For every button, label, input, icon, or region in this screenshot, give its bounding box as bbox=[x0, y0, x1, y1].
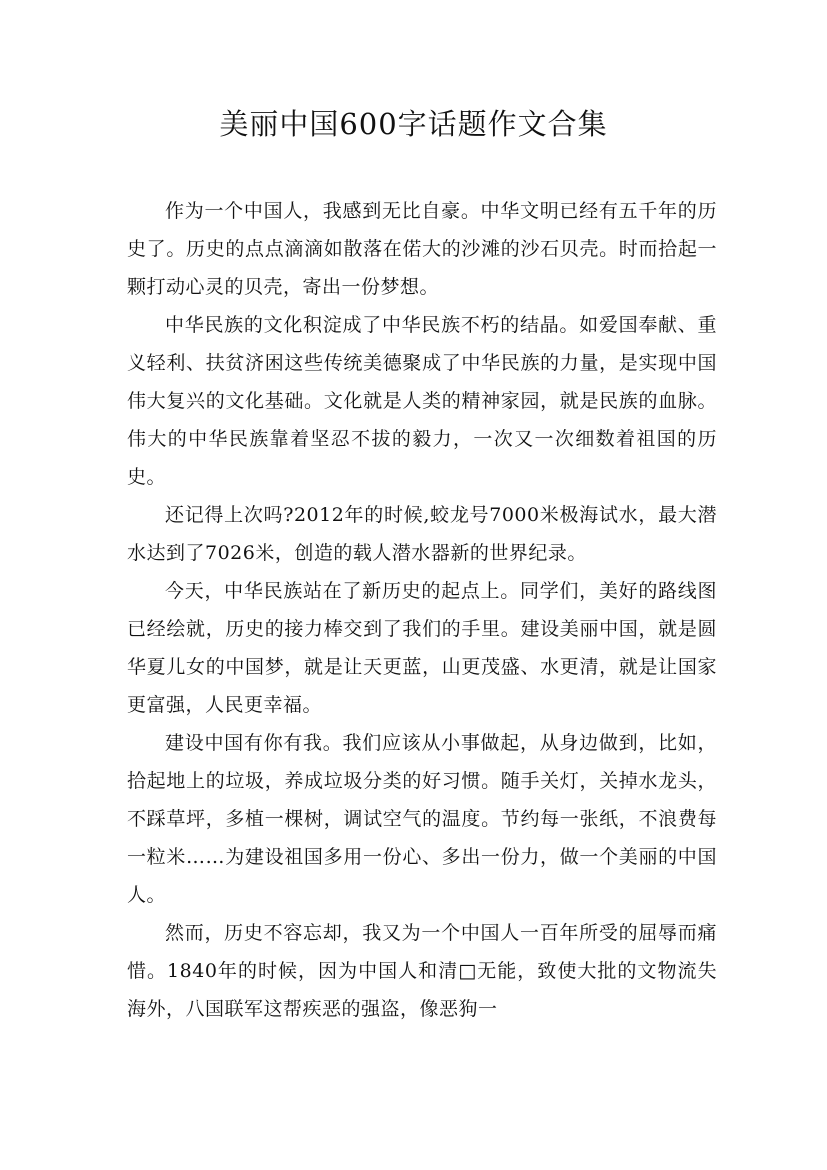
paragraph: 今天，中华民族站在了新历史的起点上。同学们，美好的路线图已经绘就，历史的接力棒交到了我们的手里。建设美丽中国，就是圆华夏儿女的中国梦，就是让天更蓝，山更茂盛、水更清，就是让国家更富强，人民更幸福。 bbox=[127, 580, 717, 716]
paragraph: 然而，历史不容忘却，我又为一个中国人一百年所受的屈辱而痛惜。1840年的时候，因为中国人和清□无能，致使大批的文物流失海外，八国联军这帮疾恶的强盗，像恶狗一 bbox=[127, 922, 717, 1020]
paragraph: 中华民族的文化积淀成了中华民族不朽的结晶。如爱国奉献、重义轻利、扶贫济困这些传统美德聚成了中华民族的力量，是实现中国伟大复兴的文化基础。文化就是人类的精神家园，就是民族的血脉。伟大的中华民族靠着坚忍不拔的毅力，一次又一次细数着祖国的历史。 bbox=[127, 314, 717, 488]
document-title: 美丽中国600字话题作文合集 bbox=[219, 107, 608, 141]
paragraph: 作为一个中国人，我感到无比自豪。中华文明已经有五千年的历史了。历史的点点滴滴如散落在偌大的沙滩的沙石贝壳。时而拾起一颗打动心灵的贝壳，寄出一份梦想。 bbox=[127, 200, 717, 298]
document-body bbox=[127, 192, 717, 1028]
paragraph: 建设中国有你有我。我们应该从小事做起，从身边做到，比如，拾起地上的垃圾，养成垃圾分类的好习惯。随手关灯，关掉水龙头，不踩草坪，多植一棵树，调试空气的温度。节约每一张纸，不浪费每一粒米……为建设祖国多用一份心、多出一份力，做一个美丽的中国人。 bbox=[127, 732, 717, 906]
paragraph: 还记得上次吗?2012年的时候,蛟龙号7000米极海试水，最大潜水达到了7026米，创造的载人潜水器新的世界纪录。 bbox=[127, 504, 717, 564]
